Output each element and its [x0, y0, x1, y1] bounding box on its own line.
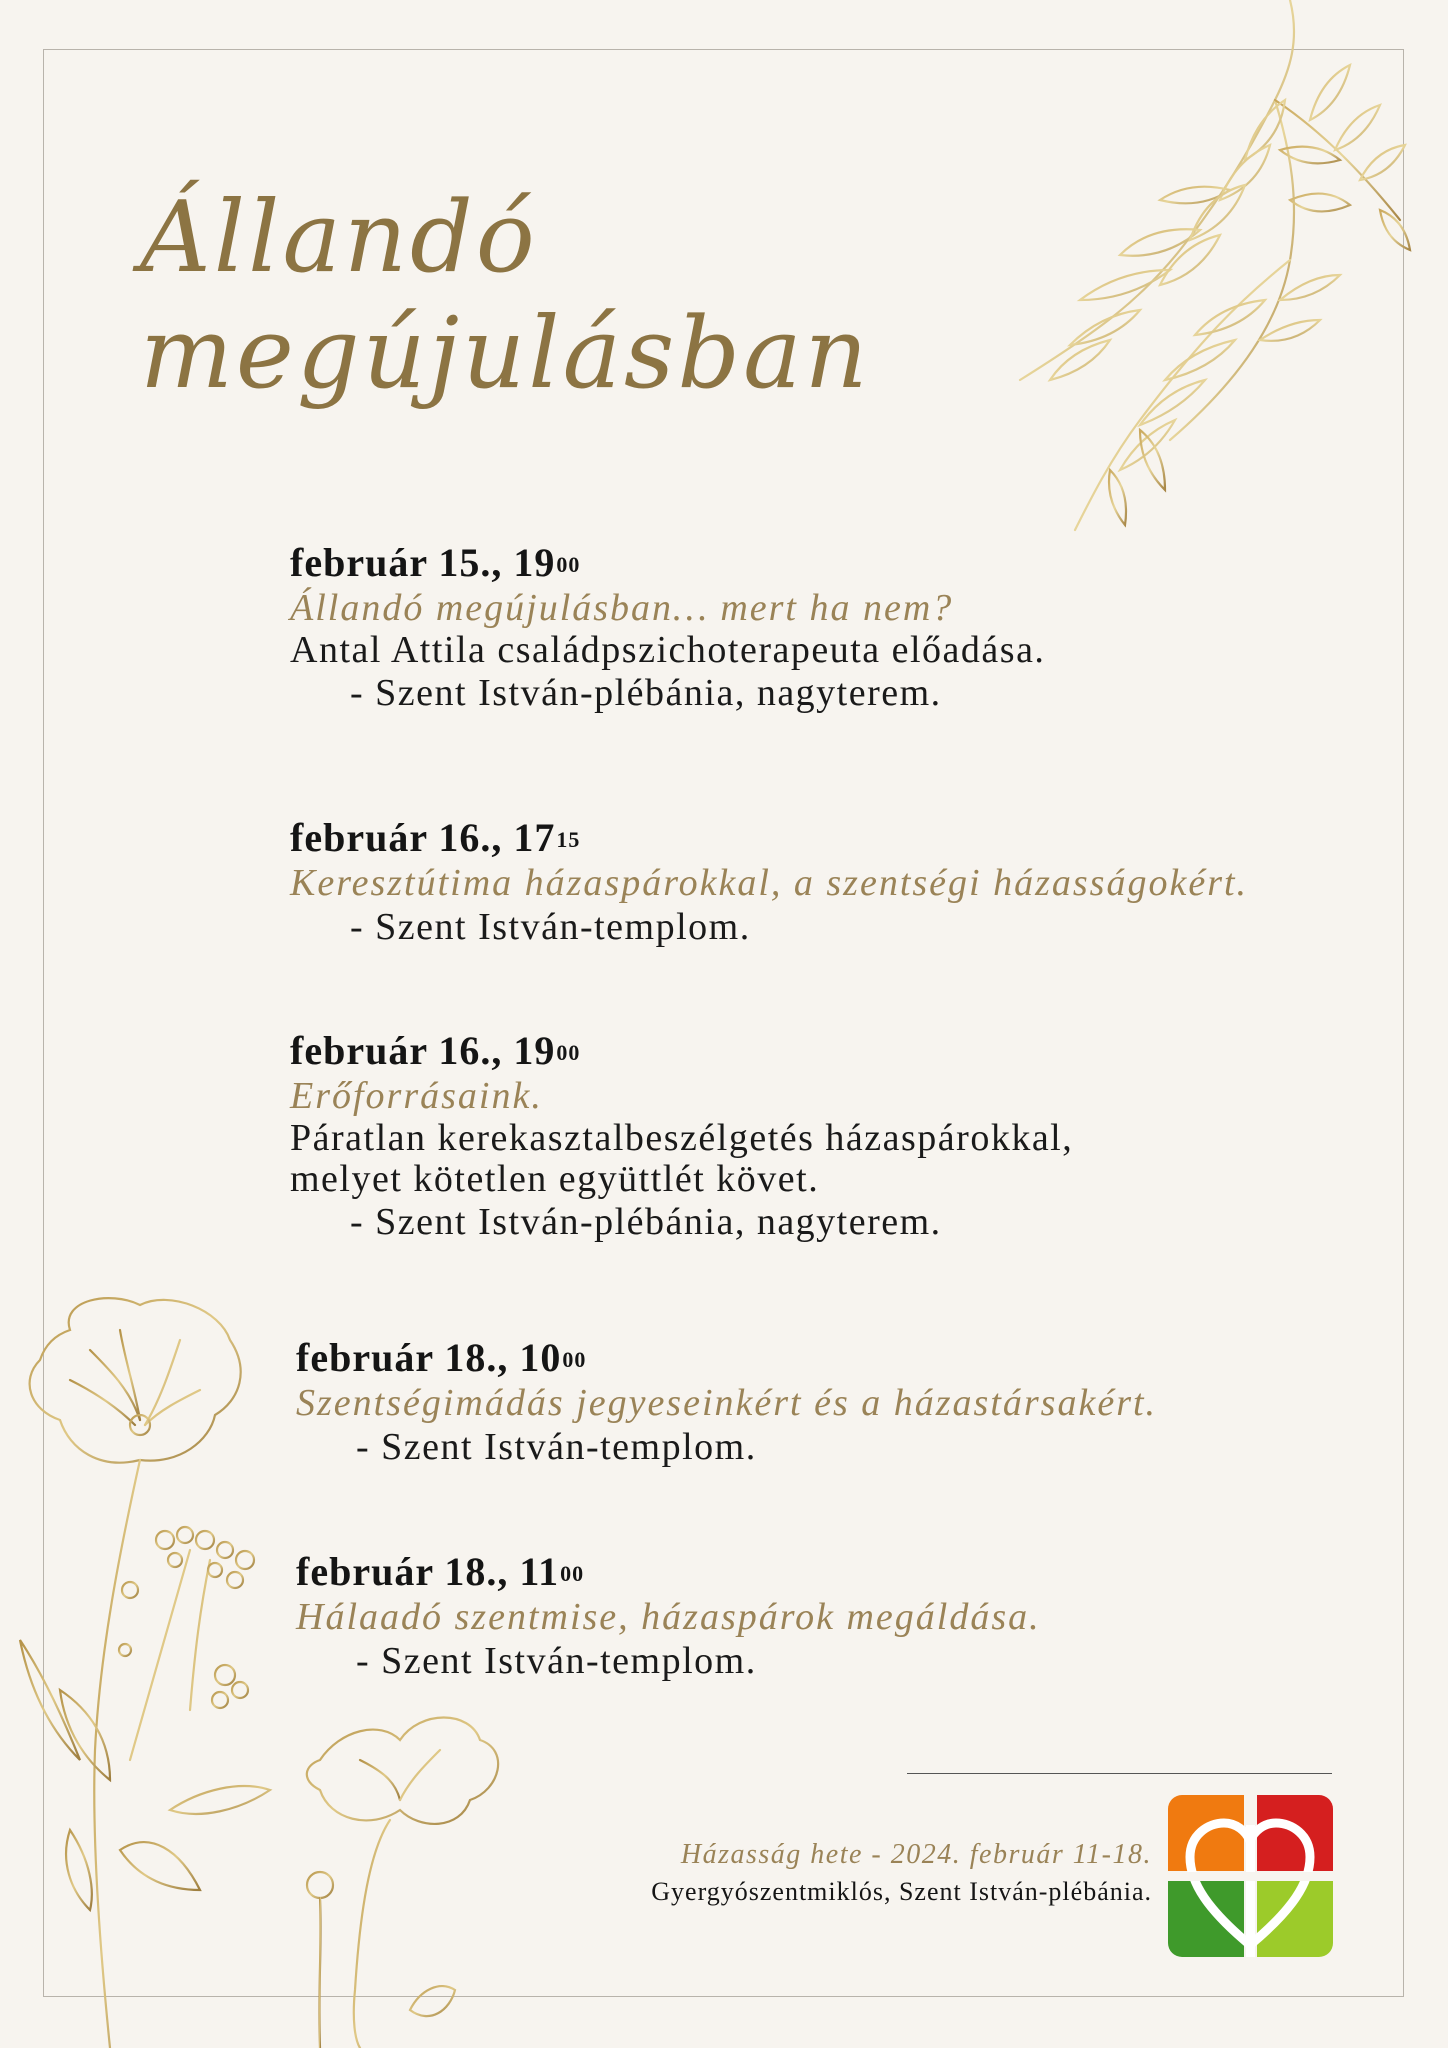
event-description: melyet kötetlen együttlét követ.: [290, 1158, 820, 1200]
event-date: február 16., $17^{15}$: [290, 815, 581, 860]
title-line-2: megújulásban: [140, 297, 871, 411]
event-date: február 18., $11^{00}$: [296, 1549, 585, 1594]
event-location: - Szent István-templom.: [356, 1426, 757, 1468]
event-item: [290, 1028, 1073, 1244]
title-line-1: Állandó: [140, 181, 538, 295]
event-subtitle: Hálaadó szentmise, házaspárok megáldása.: [296, 1596, 1041, 1638]
event-date: február 15., $19^{00}$: [290, 540, 581, 585]
event-description: Antal Attila családpszichoterapeuta előadása.: [290, 629, 1046, 671]
event-date: február 18., $10^{00}$: [296, 1335, 587, 1380]
footer: [651, 1836, 1152, 1910]
event-item: [290, 540, 1045, 715]
footer-divider: [907, 1773, 1332, 1774]
event-date: február 16., $19^{00}$: [290, 1028, 581, 1073]
page-title: [140, 180, 900, 412]
event-subtitle: Szentségimádás jegyeseinkért és a házastársakért.: [296, 1382, 1158, 1424]
event-location: - Szent István-templom.: [350, 906, 751, 948]
heart-cross-logo-icon: [1168, 1795, 1333, 1957]
leafy-branch-illustration: [990, 0, 1440, 540]
event-location: - Szent István-plébánia, nagyterem.: [350, 672, 942, 714]
event-location: - Szent István-plébánia, nagyterem.: [350, 1201, 942, 1243]
event-description: Páratlan kerekasztalbeszélgetés házaspárokkal,: [290, 1117, 1074, 1159]
footer-parish-line: Gyergyószentmiklós, Szent István-plébánia.: [651, 1877, 1152, 1906]
event-item: [296, 1549, 1041, 1683]
event-subtitle: Erőforrásaink.: [290, 1075, 543, 1117]
event-location: - Szent István-templom.: [356, 1640, 757, 1682]
footer-event-line: Házasság hete - 2024. február 11-18.: [680, 1839, 1152, 1870]
event-subtitle: Állandó megújulásban… mert ha nem?: [290, 587, 954, 629]
event-item: [290, 815, 1248, 949]
event-subtitle: Keresztútima házaspárokkal, a szentségi házasságokért.: [290, 862, 1249, 904]
event-item: [296, 1335, 1157, 1469]
